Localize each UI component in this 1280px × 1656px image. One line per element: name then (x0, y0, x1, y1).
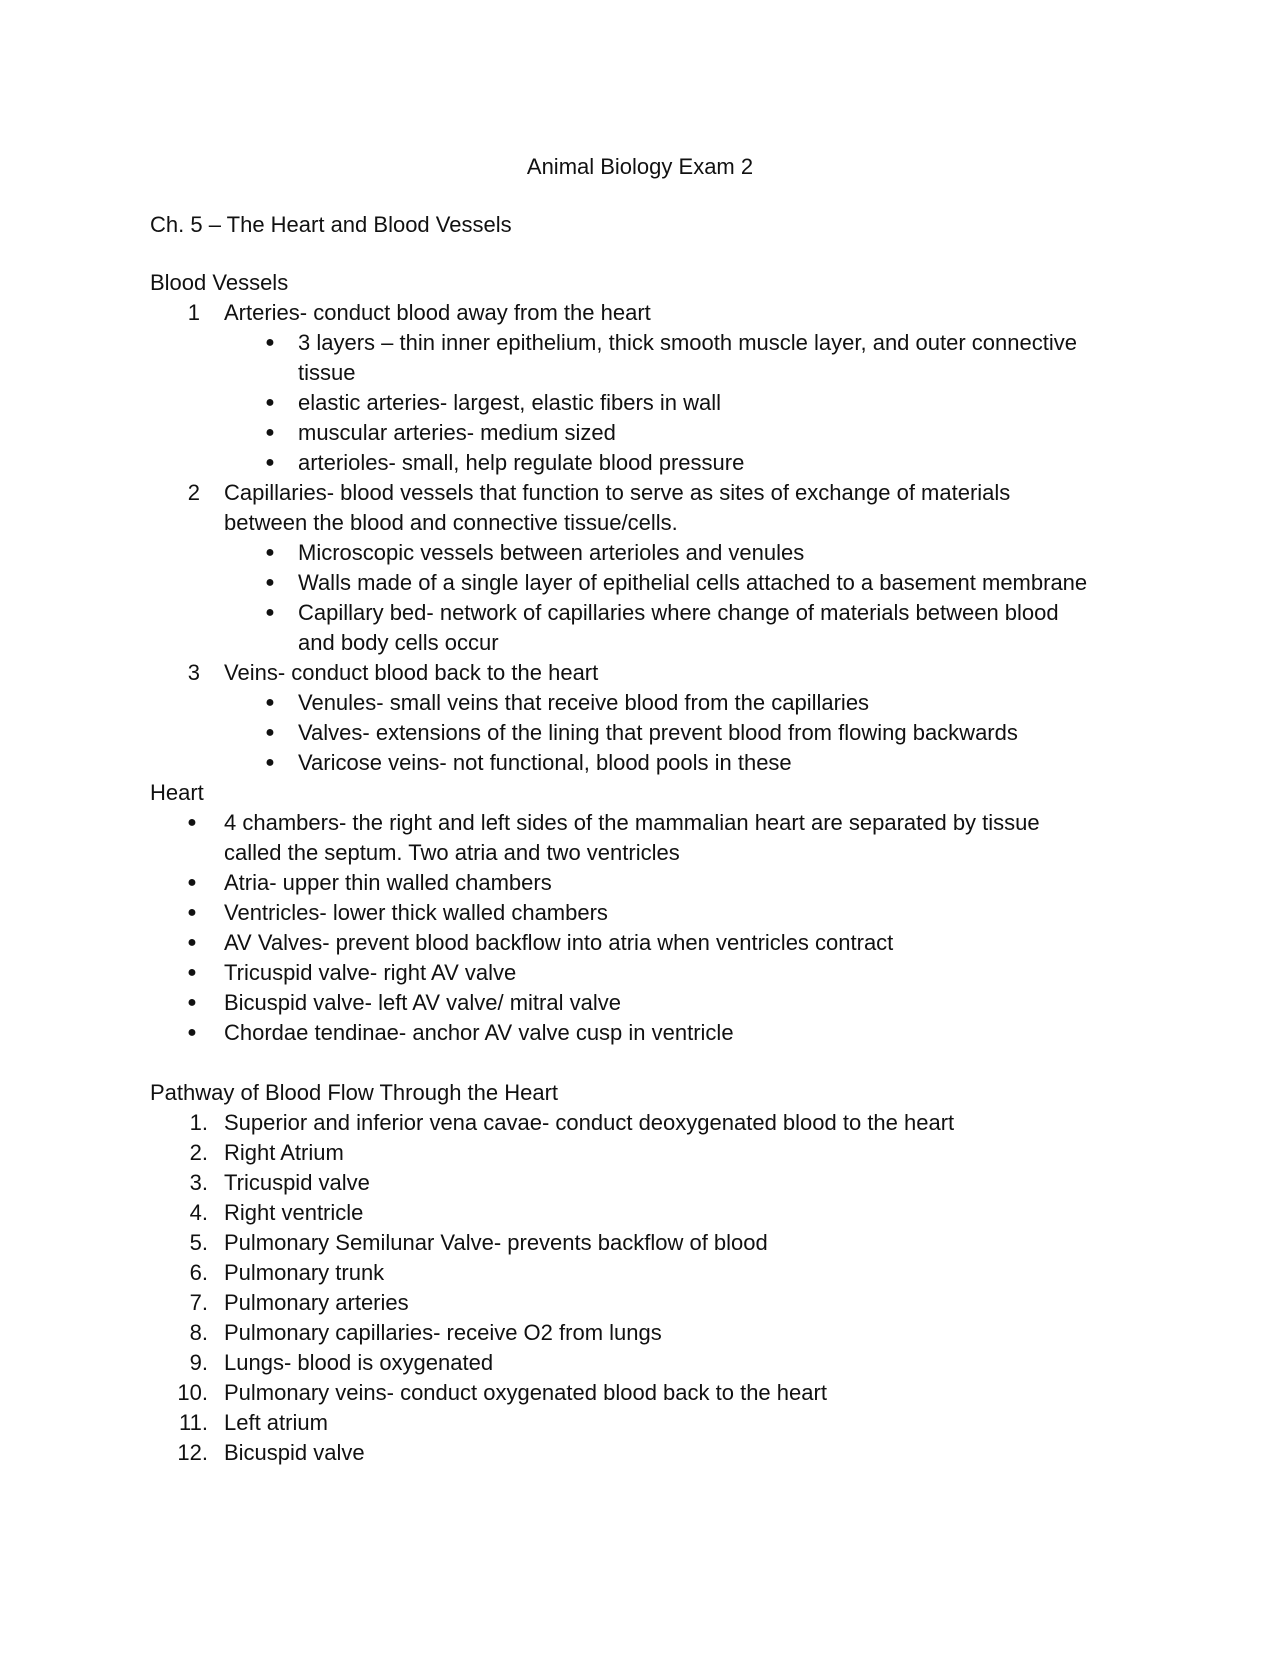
bullet-icon: ● (187, 814, 197, 831)
document-title: Animal Biology Exam 2 (526, 154, 754, 179)
bullet-icon: ● (265, 544, 275, 561)
sub-list-item-continuation: tissue (298, 360, 356, 385)
bullet-icon: ● (187, 874, 197, 891)
bullet-icon: ● (265, 604, 275, 621)
list-number: 2 (187, 480, 200, 505)
list-item: Tricuspid valve- right AV valve (224, 960, 517, 985)
bullet-icon: ● (265, 424, 275, 441)
bullet-icon: ● (265, 574, 275, 591)
list-item: Chordae tendinae- anchor AV valve cusp in ventricle (224, 1020, 734, 1045)
list-number: 6. (189, 1260, 208, 1285)
section-heading-pathway: Pathway of Blood Flow Through the Heart (150, 1080, 559, 1105)
list-item: Bicuspid valve- left AV valve/ mitral valve (224, 990, 621, 1015)
list-item: Superior and inferior vena cavae- conduct deoxygenated blood to the heart (224, 1110, 955, 1135)
list-item: Capillaries- blood vessels that function to serve as sites of exchange of materials (224, 480, 1011, 505)
list-number: 10. (177, 1380, 208, 1405)
list-number: 7. (189, 1290, 208, 1315)
list-number: 3 (187, 660, 200, 685)
sub-list-item: muscular arteries- medium sized (298, 420, 616, 445)
sub-list-item: Capillary bed- network of capillaries where change of materials between blood (298, 600, 1059, 625)
list-number: 9. (189, 1350, 208, 1375)
list-number: 1. (189, 1110, 208, 1135)
bullet-icon: ● (187, 1024, 197, 1041)
list-item-continuation: called the septum. Two atria and two ventricles (224, 840, 680, 865)
list-item: Atria- upper thin walled chambers (224, 870, 552, 895)
bullet-icon: ● (265, 694, 275, 711)
section-heading-heart: Heart (150, 780, 204, 805)
list-item: Arteries- conduct blood away from the heart (224, 300, 651, 325)
list-item: AV Valves- prevent blood backflow into atria when ventricles contract (224, 930, 894, 955)
list-item: 4 chambers- the right and left sides of the mammalian heart are separated by tissue (224, 810, 1040, 835)
section-heading-blood-vessels: Blood Vessels (150, 270, 289, 295)
sub-list-item: Venules- small veins that receive blood from the capillaries (298, 690, 870, 715)
chapter-heading: Ch. 5 – The Heart and Blood Vessels (150, 212, 512, 237)
list-item: Ventricles- lower thick walled chambers (224, 900, 608, 925)
list-item: Pulmonary Semilunar Valve- prevents backflow of blood (224, 1230, 768, 1255)
bullet-icon: ● (187, 994, 197, 1011)
sub-list-item: Varicose veins- not functional, blood pools in these (298, 750, 792, 775)
list-number: 12. (177, 1440, 208, 1465)
list-item: Tricuspid valve (224, 1170, 370, 1195)
bullet-icon: ● (187, 904, 197, 921)
list-number: 2. (189, 1140, 208, 1165)
bullet-icon: ● (265, 724, 275, 741)
bullet-icon: ● (265, 394, 275, 411)
bullet-icon: ● (265, 454, 275, 471)
list-number: 4. (189, 1200, 208, 1225)
list-number: 1 (187, 300, 200, 325)
sub-list-item: 3 layers – thin inner epithelium, thick smooth muscle layer, and outer connective (298, 330, 1077, 355)
list-item: Left atrium (224, 1410, 328, 1435)
sub-list-item: Walls made of a single layer of epithelial cells attached to a basement membrane (298, 570, 1088, 595)
sub-list-item: elastic arteries- largest, elastic fibers in wall (298, 390, 722, 415)
list-number: 8. (189, 1320, 208, 1345)
list-item-continuation: between the blood and connective tissue/cells. (224, 510, 678, 535)
list-item: Pulmonary veins- conduct oxygenated blood back to the heart (224, 1380, 827, 1405)
list-number: 11. (179, 1410, 208, 1435)
list-item: Pulmonary arteries (224, 1290, 409, 1315)
list-item: Pulmonary trunk (224, 1260, 385, 1285)
list-item: Right Atrium (224, 1140, 344, 1165)
bullet-icon: ● (187, 964, 197, 981)
list-item: Bicuspid valve (224, 1440, 365, 1465)
sub-list-item: Valves- extensions of the lining that prevent blood from flowing backwards (298, 720, 1018, 745)
list-item: Pulmonary capillaries- receive O2 from lungs (224, 1320, 662, 1345)
list-number: 5. (189, 1230, 208, 1255)
list-item: Lungs- blood is oxygenated (224, 1350, 494, 1375)
list-item: Veins- conduct blood back to the heart (224, 660, 599, 685)
bullet-icon: ● (265, 334, 275, 351)
list-item: Right ventricle (224, 1200, 364, 1225)
sub-list-item-continuation: and body cells occur (298, 630, 499, 655)
sub-list-item: Microscopic vessels between arterioles and venules (298, 540, 805, 565)
bullet-icon: ● (265, 754, 275, 771)
bullet-icon: ● (187, 934, 197, 951)
sub-list-item: arterioles- small, help regulate blood pressure (298, 450, 745, 475)
list-number: 3. (189, 1170, 208, 1195)
